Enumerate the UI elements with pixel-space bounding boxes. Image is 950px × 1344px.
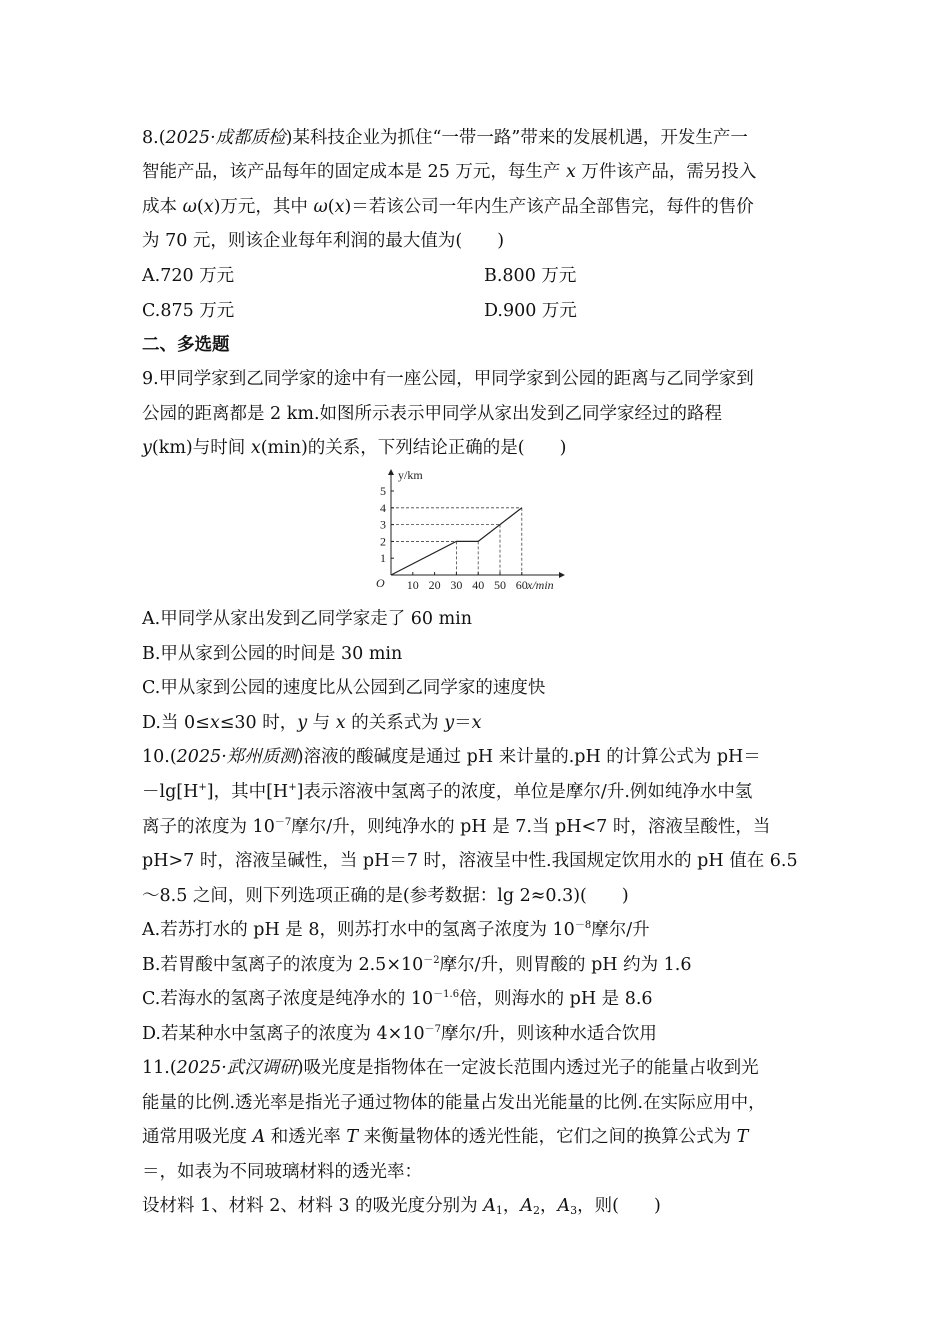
var: ω: [313, 197, 328, 217]
q9-line-3: [142, 436, 566, 460]
q8-option-b: B.800 万元: [484, 266, 577, 286]
section-title: 二、多选题: [142, 335, 230, 355]
q8-option-a: A.720 万元: [142, 266, 235, 286]
q11-line-1: [142, 1056, 759, 1080]
q10-option-b: [142, 953, 692, 977]
var: A: [252, 1127, 266, 1147]
y-tick-label: 4: [380, 500, 386, 515]
x-tick-label: 40: [472, 578, 485, 592]
x-tick-label: 10: [406, 578, 419, 592]
q11-line-2: 能量的比例.透光率是指光子通过物体的能量占发出光能量的比例.在实际应用中，: [142, 1093, 766, 1113]
q8-line-4: 为 70 元，则该企业每年利润的最大值为( ): [142, 231, 505, 251]
text: 倍，则海水的 pH 是 8.6: [459, 989, 653, 1009]
x-tick-label: 60: [515, 578, 528, 592]
y-tick-label: 2: [380, 534, 386, 549]
q9-line-1: 9.甲同学家到乙同学家的途中有一座公园，甲同学家到公园的距离与乙同学家到: [142, 369, 754, 389]
text: ]，其中[H: [206, 782, 289, 802]
var: A: [520, 1196, 533, 1216]
x-tick-label: 20: [428, 578, 441, 592]
text: B.若胃酸中氢离子的浓度为 2.5×10: [142, 955, 424, 975]
text: (: [196, 197, 204, 217]
superscript: +: [288, 782, 297, 793]
text: 通常用吸光度: [142, 1127, 253, 1147]
q9-option-a: A.甲同学从家出发到乙同学家走了 60 min: [142, 609, 473, 629]
subscript: 1: [495, 1204, 503, 1217]
q8-line-2: [142, 160, 756, 184]
text: ]表示溶液中氢离子的浓度，单位是摩尔/升.例如纯净水中氢: [296, 782, 753, 802]
text: D.当 0≤: [142, 713, 210, 733]
superscript: +: [198, 782, 207, 793]
var: x: [334, 197, 345, 217]
superscript: －7: [424, 1024, 441, 1035]
q8-option-d: D.900 万元: [484, 301, 577, 321]
var: A: [483, 1196, 496, 1216]
series-line: [391, 508, 522, 575]
text: 和透光率: [265, 1127, 347, 1147]
var: y: [297, 713, 308, 733]
text: ≤30 时，: [219, 713, 298, 733]
text: )万元，其中: [213, 197, 314, 217]
var: y: [444, 713, 455, 733]
tick-labels: [380, 484, 528, 592]
text: 智能产品，该产品每年的固定成本是 25 万元，每生产: [142, 162, 566, 182]
text: 离子的浓度为 10: [142, 817, 275, 837]
text: C.若海水的氢离子浓度是纯净水的 10: [142, 989, 434, 1009]
text: (km)与时间: [151, 438, 251, 458]
text: 摩尔/升，则该种水适合饮用: [440, 1024, 657, 1044]
text: ＝: [454, 713, 472, 733]
var: x: [335, 713, 346, 733]
text: ，: [502, 1196, 521, 1216]
text: －lg[H: [142, 782, 199, 802]
q10-option-a: [142, 918, 650, 942]
text: ，: [540, 1196, 558, 1216]
q9-option-c: C.甲从家到公园的速度比从公园到乙同学家的速度快: [142, 678, 546, 698]
q10-option-c: [142, 987, 653, 1011]
q9-option-d: [142, 711, 482, 735]
q8-source: 2025·成都质检: [165, 128, 286, 148]
var: T: [346, 1127, 359, 1147]
subscript: 3: [570, 1204, 578, 1217]
text: D.若某种水中氢离子的浓度为 4×10: [142, 1024, 425, 1044]
text: 11.(: [142, 1058, 177, 1078]
q11-line-5: [142, 1194, 661, 1218]
text: (: [327, 197, 335, 217]
q10-line-2: [142, 780, 752, 804]
q11-line-3: [142, 1125, 748, 1149]
distance-time-graph: [364, 466, 574, 594]
text: 摩尔/升: [591, 920, 650, 940]
q10-line-5: ～8.5 之间，则下列选项正确的是(参考数据：lg 2≈0.3)( ): [142, 886, 629, 906]
subscript: 2: [533, 1204, 540, 1217]
y-axis-label: y/km: [398, 468, 423, 482]
text: )吸光度是指物体在一定波长范围内透过光子的能量占收到光: [296, 1058, 759, 1078]
text: 万件该产品，需另投入: [575, 162, 757, 182]
text: )某科技企业为抓住“一带一路”带来的发展机遇，开发生产一: [285, 128, 748, 148]
superscript: －7: [274, 817, 292, 828]
text: 与: [307, 713, 336, 733]
superscript: －8: [574, 920, 592, 931]
x-tick-label: 50: [494, 578, 506, 592]
text: )溶液的酸碱度是通过 pH 来计量的.pH 的计算公式为 pH＝: [296, 747, 761, 767]
q11-line-4: ＝，如表为不同玻璃材料的透光率：: [142, 1162, 422, 1182]
var: y: [142, 438, 152, 458]
q10-line-1: [142, 745, 761, 769]
text: 设材料 1、材料 2、材料 3 的吸光度分别为: [142, 1196, 484, 1216]
text: )＝若该公司一年内生产该产品全部售完，每件的售价: [344, 197, 754, 217]
q10-line-3: [142, 815, 770, 839]
text: 成本: [142, 197, 183, 217]
var: A: [557, 1196, 571, 1216]
q8-option-c: C.875 万元: [142, 301, 235, 321]
text: (min)的关系，下列结论正确的是( ): [260, 438, 567, 458]
text: 的关系式为: [345, 713, 445, 733]
x-axis-label: x/min: [527, 578, 554, 592]
origin-label: O: [376, 576, 385, 590]
q8-line-1: [142, 126, 748, 150]
superscript: －1.6: [433, 989, 460, 1000]
q9-line-2: 公园的距离都是 2 km.如图所示表示甲同学从家出发到乙同学家经过的路程: [142, 404, 723, 424]
q10-line-4: pH>7 时，溶液呈碱性，当 pH＝7 时，溶液呈中性.我国规定饮用水的 pH 值在 6.5: [142, 851, 798, 871]
q10-source: 2025·郑州质测: [176, 747, 297, 767]
var: x: [565, 162, 576, 182]
y-tick-label: 3: [380, 517, 386, 532]
var: x: [250, 438, 261, 458]
text: 摩尔/升，则胃酸的 pH 约为 1.6: [439, 955, 692, 975]
y-tick-label: 5: [380, 484, 386, 498]
x-tick-label: 30: [450, 578, 463, 592]
text: 摩尔/升，则纯净水的 pH 是 7.当 pH<7 时，溶液呈酸性，当: [291, 817, 771, 837]
q11-source: 2025·武汉调研: [176, 1058, 297, 1078]
q8-line-3: [142, 195, 754, 219]
y-tick-label: 1: [380, 551, 386, 566]
var: x: [203, 197, 214, 217]
var: ω: [182, 197, 197, 217]
var: T: [736, 1127, 749, 1147]
text: 10.(: [142, 747, 177, 767]
text: 8.(: [142, 128, 166, 148]
superscript: －2: [423, 955, 440, 966]
text: ，则( ): [577, 1196, 661, 1216]
var: x: [209, 713, 220, 733]
text: A.若苏打水的 pH 是 8，则苏打水中的氢离子浓度为 10: [142, 920, 575, 940]
q9-option-b: B.甲从家到公园的时间是 30 min: [142, 644, 403, 664]
text: 来衡量物体的透光性能，它们之间的换算公式为: [358, 1127, 737, 1147]
q10-option-d: [142, 1022, 657, 1046]
var: x: [471, 713, 482, 733]
